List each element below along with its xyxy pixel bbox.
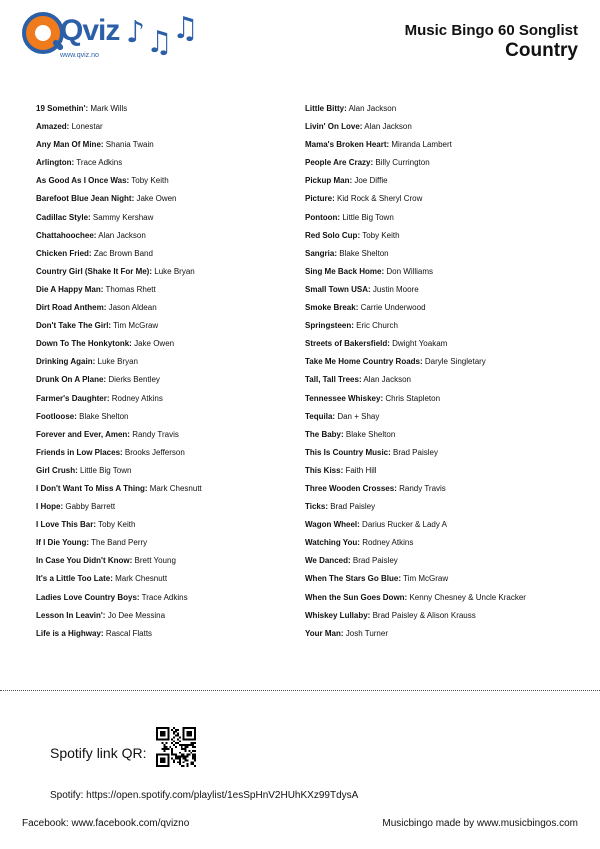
song-item xyxy=(36,281,306,299)
song-title: Friends in Low Places: xyxy=(36,447,123,457)
song-item xyxy=(305,154,575,172)
song-item xyxy=(36,190,306,208)
song-title: Little Bitty: xyxy=(305,104,347,113)
song-item xyxy=(36,462,306,480)
song-title: Ticks: xyxy=(305,502,328,512)
song-title: Sing Me Back Home: xyxy=(305,266,385,276)
page-subtitle: Country xyxy=(505,40,578,61)
song-item xyxy=(36,408,306,426)
song-title: Pontoon: xyxy=(305,212,341,222)
song-artist: Mark Wills xyxy=(90,104,128,113)
song-title: Sangria: xyxy=(305,248,338,258)
song-title: Springsteen: xyxy=(305,321,354,331)
song-artist: Mark Chesnutt xyxy=(115,574,168,584)
song-title: As Good As I Once Was: xyxy=(36,176,130,186)
song-item xyxy=(36,154,306,172)
song-artist: Toby Keith xyxy=(98,520,136,530)
song-title: This Is Country Music: xyxy=(305,447,391,457)
song-artist: Rodney Atkins xyxy=(362,538,414,548)
song-artist: Shania Twain xyxy=(105,140,154,150)
song-artist: Don Williams xyxy=(386,266,434,276)
qviz-logo xyxy=(22,12,120,64)
song-title: I Don't Want To Miss A Thing: xyxy=(36,483,148,493)
song-title: Your Man: xyxy=(305,628,344,638)
song-artist: Gabby Barrett xyxy=(65,502,116,512)
song-artist: Carrie Underwood xyxy=(360,303,426,313)
song-title: Farmer's Daughter: xyxy=(36,393,110,403)
song-artist: Alan Jackson xyxy=(363,375,411,385)
spotify-link[interactable]: Spotify: https://open.spotify.com/playlist/1esSpHnV2HUhKXz99TdysA xyxy=(50,790,359,801)
page-title: Music Bingo 60 Songlist xyxy=(404,22,578,39)
song-title: Down To The Honkytonk: xyxy=(36,339,132,349)
song-title: I Love This Bar: xyxy=(36,520,97,530)
song-item xyxy=(36,263,306,281)
song-title: Tennessee Whiskey: xyxy=(305,393,384,403)
song-title: Drinking Again: xyxy=(36,357,96,367)
song-title: It's a Little Too Late: xyxy=(36,574,113,584)
song-item xyxy=(36,625,306,643)
song-artist: Justin Moore xyxy=(372,284,419,294)
song-artist: Alan Jackson xyxy=(348,104,397,113)
song-artist: Jake Owen xyxy=(134,339,175,349)
song-title: Lesson In Leavin': xyxy=(36,610,106,620)
song-item xyxy=(36,444,306,462)
songlist-right-column xyxy=(305,100,575,643)
song-item xyxy=(36,100,306,118)
song-title: Take Me Home Country Roads: xyxy=(305,357,423,367)
song-artist: Brad Paisley xyxy=(330,502,376,512)
song-item xyxy=(305,589,575,607)
song-item xyxy=(36,607,306,625)
song-title: Mama's Broken Heart: xyxy=(305,140,390,150)
qr-code-icon[interactable] xyxy=(156,727,196,767)
song-item xyxy=(36,299,306,317)
song-title: Tequila: xyxy=(305,411,336,421)
song-artist: Brett Young xyxy=(134,556,176,566)
song-artist: Faith Hill xyxy=(345,465,377,475)
song-item xyxy=(305,607,575,625)
song-item xyxy=(36,480,306,498)
song-artist: Jo Dee Messina xyxy=(107,610,166,620)
song-artist: Lonestar xyxy=(71,122,103,132)
song-title: Life is a Highway: xyxy=(36,628,104,638)
song-artist: Trace Adkins xyxy=(76,158,123,168)
song-title: When The Stars Go Blue: xyxy=(305,574,402,584)
song-title: Girl Crush: xyxy=(36,465,78,475)
song-item xyxy=(305,317,575,335)
song-artist: Mark Chesnutt xyxy=(149,483,202,493)
song-title: Footloose: xyxy=(36,411,77,421)
song-title: We Danced: xyxy=(305,556,351,566)
song-item xyxy=(305,118,575,136)
song-title: Smoke Break: xyxy=(305,303,359,313)
song-artist: Luke Bryan xyxy=(97,357,138,367)
song-artist: Miranda Lambert xyxy=(391,140,452,150)
song-item xyxy=(36,552,306,570)
song-title: Dirt Road Anthem: xyxy=(36,303,107,313)
song-item xyxy=(36,317,306,335)
song-title: Amazed: xyxy=(36,122,70,132)
song-item xyxy=(36,335,306,353)
song-item xyxy=(305,227,575,245)
song-title: People Are Crazy: xyxy=(305,158,374,168)
song-artist: Rodney Atkins xyxy=(111,393,163,403)
song-item xyxy=(305,172,575,190)
song-item xyxy=(36,209,306,227)
song-item xyxy=(305,480,575,498)
song-artist: Luke Bryan xyxy=(154,266,195,276)
song-title: Whiskey Lullaby: xyxy=(305,610,371,620)
song-artist: Alan Jackson xyxy=(98,230,146,240)
song-item xyxy=(305,426,575,444)
song-artist: Darius Rucker & Lady A xyxy=(362,520,447,530)
song-artist: Sammy Kershaw xyxy=(92,212,154,222)
song-artist: Brooks Jefferson xyxy=(124,447,185,457)
song-artist: Tim McGraw xyxy=(403,574,449,584)
song-artist: Daryle Singletary xyxy=(424,357,486,367)
song-item xyxy=(305,462,575,480)
song-artist: Randy Travis xyxy=(132,429,179,439)
song-title: 19 Somethin': xyxy=(36,104,89,113)
song-title: Cadillac Style: xyxy=(36,212,91,222)
song-artist: Chris Stapleton xyxy=(385,393,441,403)
song-item xyxy=(36,245,306,263)
song-title: Die A Happy Man: xyxy=(36,284,104,294)
song-artist: Brad Paisley xyxy=(352,556,398,566)
song-artist: Jake Owen xyxy=(136,194,177,204)
song-item xyxy=(36,172,306,190)
footer-facebook: Facebook: www.facebook.com/qvizno xyxy=(22,818,190,829)
song-title: Arlington: xyxy=(36,158,75,168)
song-item xyxy=(305,335,575,353)
song-artist: Kid Rock & Sheryl Crow xyxy=(337,194,423,204)
song-artist: Eric Church xyxy=(356,321,398,331)
song-title: Wagon Wheel: xyxy=(305,520,360,530)
song-item xyxy=(305,209,575,227)
song-item xyxy=(36,516,306,534)
song-artist: Joe Diffie xyxy=(354,176,388,186)
song-item xyxy=(305,190,575,208)
song-title: Red Solo Cup: xyxy=(305,230,361,240)
song-artist: Randy Travis xyxy=(399,483,446,493)
song-artist: Brad Paisley xyxy=(393,447,438,457)
song-artist: Josh Turner xyxy=(345,628,388,638)
song-item xyxy=(305,281,575,299)
song-title: I Hope: xyxy=(36,502,64,512)
song-title: The Baby: xyxy=(305,429,344,439)
song-artist: Toby Keith xyxy=(362,230,400,240)
song-item xyxy=(305,625,575,643)
song-artist: Blake Shelton xyxy=(345,429,396,439)
song-item xyxy=(36,118,306,136)
song-artist: Jason Aldean xyxy=(108,303,157,313)
song-artist: Dierks Bentley xyxy=(108,375,160,385)
song-artist: Kenny Chesney & Uncle Kracker xyxy=(409,592,526,602)
song-artist: Alan Jackson xyxy=(364,122,412,132)
song-item xyxy=(305,136,575,154)
song-artist: Thomas Rhett xyxy=(105,284,156,294)
qr-label: Spotify link QR: xyxy=(50,745,147,761)
song-artist: Billy Currington xyxy=(375,158,430,168)
song-title: Country Girl (Shake It For Me): xyxy=(36,266,153,276)
song-item xyxy=(36,390,306,408)
song-item xyxy=(305,245,575,263)
song-title: Ladies Love Country Boys: xyxy=(36,592,140,602)
song-title: If I Die Young: xyxy=(36,538,90,548)
song-title: When the Sun Goes Down: xyxy=(305,592,408,602)
song-title: Picture: xyxy=(305,194,335,204)
song-artist: Blake Shelton xyxy=(339,248,389,258)
song-item xyxy=(305,371,575,389)
song-item xyxy=(305,390,575,408)
song-artist: Dwight Yoakam xyxy=(392,339,448,349)
song-item xyxy=(305,516,575,534)
song-item xyxy=(36,227,306,245)
song-title: This Kiss: xyxy=(305,465,344,475)
song-artist: Little Big Town xyxy=(342,212,394,222)
song-artist: The Band Perry xyxy=(91,538,148,548)
song-title: Chattahoochee: xyxy=(36,230,97,240)
dotted-divider xyxy=(0,690,600,691)
song-item xyxy=(305,444,575,462)
song-item xyxy=(305,534,575,552)
logo-text: Qviz xyxy=(60,14,120,47)
song-artist: Rascal Flatts xyxy=(105,628,153,638)
song-title: Small Town USA: xyxy=(305,284,371,294)
song-title: In Case You Didn't Know: xyxy=(36,556,133,566)
song-item xyxy=(36,136,306,154)
song-title: Watching You: xyxy=(305,538,360,548)
footer-credit: Musicbingo made by www.musicbingos.com xyxy=(382,818,578,829)
song-artist: Little Big Town xyxy=(80,465,132,475)
songlist-left-column xyxy=(36,100,306,643)
song-item xyxy=(305,353,575,371)
song-artist: Trace Adkins xyxy=(141,592,188,602)
song-title: Streets of Bakersfield: xyxy=(305,339,390,349)
song-item xyxy=(305,408,575,426)
song-artist: Brad Paisley & Alison Krauss xyxy=(372,610,476,620)
song-title: Chicken Fried: xyxy=(36,248,92,258)
song-title: Don't Take The Girl: xyxy=(36,321,112,331)
song-item xyxy=(305,299,575,317)
song-item xyxy=(305,570,575,588)
song-artist: Tim McGraw xyxy=(113,321,159,331)
song-item xyxy=(36,589,306,607)
song-title: Forever and Ever, Amen: xyxy=(36,429,130,439)
song-title: Barefoot Blue Jean Night: xyxy=(36,194,135,204)
song-item xyxy=(36,353,306,371)
song-item xyxy=(305,100,575,118)
song-artist: Blake Shelton xyxy=(79,411,129,421)
song-title: Drunk On A Plane: xyxy=(36,375,107,385)
song-title: Livin' On Love: xyxy=(305,122,363,132)
song-item xyxy=(36,498,306,516)
song-title: Three Wooden Crosses: xyxy=(305,483,397,493)
music-notes-icon: ♪ ♫ ♫ xyxy=(126,11,199,60)
logo-url: www.qviz.no xyxy=(60,52,99,59)
song-item xyxy=(36,371,306,389)
song-title: Any Man Of Mine: xyxy=(36,140,104,150)
song-item xyxy=(36,570,306,588)
song-artist: Toby Keith xyxy=(131,176,169,186)
song-title: Pickup Man: xyxy=(305,176,353,186)
song-item xyxy=(36,534,306,552)
song-item xyxy=(305,552,575,570)
song-item xyxy=(305,263,575,281)
song-item xyxy=(36,426,306,444)
song-artist: Dan + Shay xyxy=(337,411,380,421)
page-header xyxy=(405,22,578,62)
song-title: Tall, Tall Trees: xyxy=(305,375,362,385)
song-artist: Zac Brown Band xyxy=(93,248,153,258)
song-item xyxy=(305,498,575,516)
